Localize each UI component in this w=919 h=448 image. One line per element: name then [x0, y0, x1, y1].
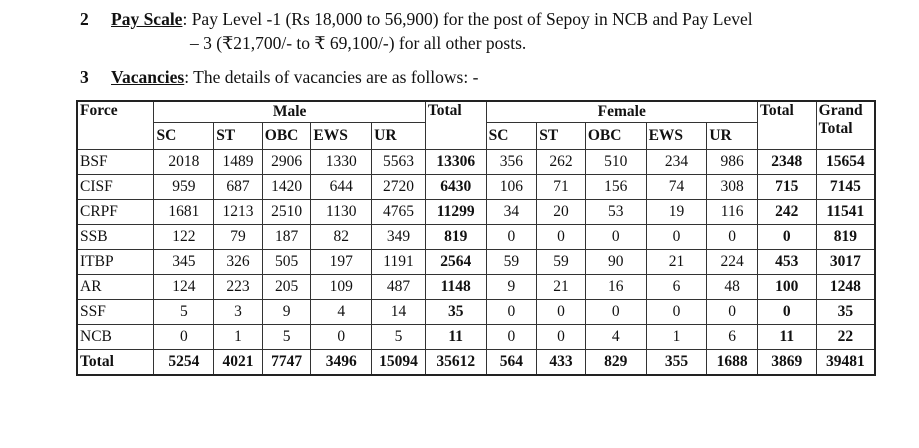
male-count-cell: 1420: [262, 175, 311, 200]
table-row: [77, 325, 875, 350]
female-count-cell: 564: [486, 350, 537, 376]
male-count-cell: 1191: [372, 250, 426, 275]
vacancies-table: [76, 100, 876, 376]
male-count-cell: 3496: [311, 350, 372, 376]
force-name-cell: CRPF: [77, 200, 154, 225]
female-count-cell: 74: [646, 175, 707, 200]
paragraph-number: 3: [80, 67, 89, 87]
male-count-cell: 122: [154, 225, 214, 250]
female-count-cell: 19: [646, 200, 707, 225]
male-total-header: Total: [425, 101, 486, 150]
male-count-cell: 15094: [372, 350, 426, 376]
male-total-cell: 6430: [425, 175, 486, 200]
female-count-cell: 59: [537, 250, 586, 275]
vacancies-line: [111, 66, 478, 88]
female-count-cell: 1: [646, 325, 707, 350]
male-count-cell: 345: [154, 250, 214, 275]
grand-total-cell: 39481: [816, 350, 875, 376]
male-count-cell: 5563: [372, 150, 426, 175]
grand-total-header: Grand Total: [816, 101, 875, 150]
female-count-cell: 21: [646, 250, 707, 275]
male-count-cell: 223: [214, 275, 263, 300]
pay-scale-line-1: [111, 8, 753, 30]
male-total-cell: 2564: [425, 250, 486, 275]
force-name-cell: NCB: [77, 325, 154, 350]
male-count-cell: 7747: [262, 350, 311, 376]
paragraph-number: 2: [80, 9, 89, 29]
force-header: Force: [77, 101, 154, 150]
grand-total-cell: 35: [816, 300, 875, 325]
female-total-cell: 100: [757, 275, 816, 300]
female-count-cell: 0: [537, 225, 586, 250]
female-ur-header: UR: [707, 123, 758, 150]
female-count-cell: 308: [707, 175, 758, 200]
female-ews-header: EWS: [646, 123, 707, 150]
female-count-cell: 0: [537, 325, 586, 350]
female-count-cell: 20: [537, 200, 586, 225]
force-name-cell: ITBP: [77, 250, 154, 275]
male-count-cell: 197: [311, 250, 372, 275]
female-count-cell: 0: [486, 300, 537, 325]
female-count-cell: 53: [585, 200, 646, 225]
male-sc-header: SC: [154, 123, 214, 150]
male-count-cell: 4765: [372, 200, 426, 225]
male-count-cell: 9: [262, 300, 311, 325]
female-count-cell: 9: [486, 275, 537, 300]
pay-scale-text-1: : Pay Level -1 (Rs 18,000 to 56,900) for the post of Sepoy in NCB and Pay Level: [182, 9, 753, 29]
female-count-cell: 34: [486, 200, 537, 225]
female-count-cell: 21: [537, 275, 586, 300]
table-row: [77, 275, 875, 300]
female-count-cell: 433: [537, 350, 586, 376]
female-count-cell: 0: [486, 325, 537, 350]
force-name-cell: CISF: [77, 175, 154, 200]
force-name-cell: BSF: [77, 150, 154, 175]
male-total-cell: 1148: [425, 275, 486, 300]
female-count-cell: 156: [585, 175, 646, 200]
female-count-cell: 0: [646, 225, 707, 250]
male-count-cell: 1: [214, 325, 263, 350]
male-count-cell: 5: [262, 325, 311, 350]
force-name-cell: SSF: [77, 300, 154, 325]
female-count-cell: 355: [646, 350, 707, 376]
male-count-cell: 2906: [262, 150, 311, 175]
male-total-cell: 35: [425, 300, 486, 325]
female-count-cell: 510: [585, 150, 646, 175]
female-count-cell: 59: [486, 250, 537, 275]
table-row: [77, 150, 875, 175]
grand-total-cell: 11541: [816, 200, 875, 225]
female-count-cell: 262: [537, 150, 586, 175]
male-total-cell: 819: [425, 225, 486, 250]
male-count-cell: 0: [311, 325, 372, 350]
table-row: [77, 175, 875, 200]
female-count-cell: 234: [646, 150, 707, 175]
female-obc-header: OBC: [585, 123, 646, 150]
male-count-cell: 205: [262, 275, 311, 300]
female-count-cell: 986: [707, 150, 758, 175]
male-total-cell: 11299: [425, 200, 486, 225]
male-count-cell: 959: [154, 175, 214, 200]
female-count-cell: 0: [585, 300, 646, 325]
male-count-cell: 4: [311, 300, 372, 325]
male-ews-header: EWS: [311, 123, 372, 150]
vacancies-heading: Vacancies: [111, 67, 185, 87]
grand-total-cell: 3017: [816, 250, 875, 275]
female-count-cell: 1688: [707, 350, 758, 376]
table-body: [77, 150, 875, 376]
male-count-cell: 505: [262, 250, 311, 275]
male-count-cell: 5254: [154, 350, 214, 376]
table-row: [77, 300, 875, 325]
pay-scale-line-2: – 3 (₹21,700/- to ₹ 69,100/-) for all other posts.: [190, 33, 527, 53]
female-count-cell: 356: [486, 150, 537, 175]
female-header: Female: [486, 101, 757, 123]
male-count-cell: 5: [154, 300, 214, 325]
grand-total-cell: 15654: [816, 150, 875, 175]
table-total-row: [77, 350, 875, 376]
male-count-cell: 487: [372, 275, 426, 300]
male-header: Male: [154, 101, 425, 123]
male-total-cell: 13306: [425, 150, 486, 175]
female-total-cell: 453: [757, 250, 816, 275]
female-total-header: Total: [757, 101, 816, 150]
female-count-cell: 0: [707, 225, 758, 250]
female-count-cell: 71: [537, 175, 586, 200]
male-count-cell: 0: [154, 325, 214, 350]
female-count-cell: 829: [585, 350, 646, 376]
male-count-cell: 1130: [311, 200, 372, 225]
male-count-cell: 1330: [311, 150, 372, 175]
male-total-cell: 11: [425, 325, 486, 350]
female-count-cell: 16: [585, 275, 646, 300]
male-obc-header: OBC: [262, 123, 311, 150]
male-count-cell: 2018: [154, 150, 214, 175]
male-count-cell: 187: [262, 225, 311, 250]
female-count-cell: 4: [585, 325, 646, 350]
female-count-cell: 6: [646, 275, 707, 300]
male-count-cell: 349: [372, 225, 426, 250]
male-count-cell: 109: [311, 275, 372, 300]
female-total-cell: 3869: [757, 350, 816, 376]
male-count-cell: 2510: [262, 200, 311, 225]
female-count-cell: 0: [707, 300, 758, 325]
female-total-cell: 715: [757, 175, 816, 200]
force-name-cell: SSB: [77, 225, 154, 250]
male-count-cell: 1489: [214, 150, 263, 175]
female-st-header: ST: [537, 123, 586, 150]
female-count-cell: 224: [707, 250, 758, 275]
table-row: [77, 250, 875, 275]
table-row: [77, 200, 875, 225]
female-count-cell: 0: [585, 225, 646, 250]
female-total-cell: 0: [757, 300, 816, 325]
male-count-cell: 326: [214, 250, 263, 275]
male-ur-header: UR: [372, 123, 426, 150]
grand-total-cell: 819: [816, 225, 875, 250]
vacancies-text: : The details of vacancies are as follows: -: [184, 67, 479, 87]
female-count-cell: 0: [486, 225, 537, 250]
male-count-cell: 3: [214, 300, 263, 325]
female-count-cell: 116: [707, 200, 758, 225]
female-count-cell: 0: [646, 300, 707, 325]
grand-total-cell: 22: [816, 325, 875, 350]
male-st-header: ST: [214, 123, 263, 150]
male-count-cell: 5: [372, 325, 426, 350]
female-total-cell: 0: [757, 225, 816, 250]
male-count-cell: 79: [214, 225, 263, 250]
female-count-cell: 6: [707, 325, 758, 350]
force-name-cell: Total: [77, 350, 154, 376]
force-name-cell: AR: [77, 275, 154, 300]
male-count-cell: 82: [311, 225, 372, 250]
male-count-cell: 124: [154, 275, 214, 300]
grand-total-cell: 1248: [816, 275, 875, 300]
male-count-cell: 2720: [372, 175, 426, 200]
female-total-cell: 11: [757, 325, 816, 350]
female-count-cell: 106: [486, 175, 537, 200]
male-count-cell: 1681: [154, 200, 214, 225]
female-count-cell: 0: [537, 300, 586, 325]
table-row: [77, 225, 875, 250]
male-count-cell: 14: [372, 300, 426, 325]
female-sc-header: SC: [486, 123, 537, 150]
grand-total-cell: 7145: [816, 175, 875, 200]
table-header-row: [77, 101, 875, 123]
male-count-cell: 687: [214, 175, 263, 200]
male-count-cell: 644: [311, 175, 372, 200]
female-count-cell: 90: [585, 250, 646, 275]
female-total-cell: 2348: [757, 150, 816, 175]
male-count-cell: 1213: [214, 200, 263, 225]
male-total-cell: 35612: [425, 350, 486, 376]
female-total-cell: 242: [757, 200, 816, 225]
pay-scale-heading: Pay Scale: [111, 9, 183, 29]
male-count-cell: 4021: [214, 350, 263, 376]
female-count-cell: 48: [707, 275, 758, 300]
